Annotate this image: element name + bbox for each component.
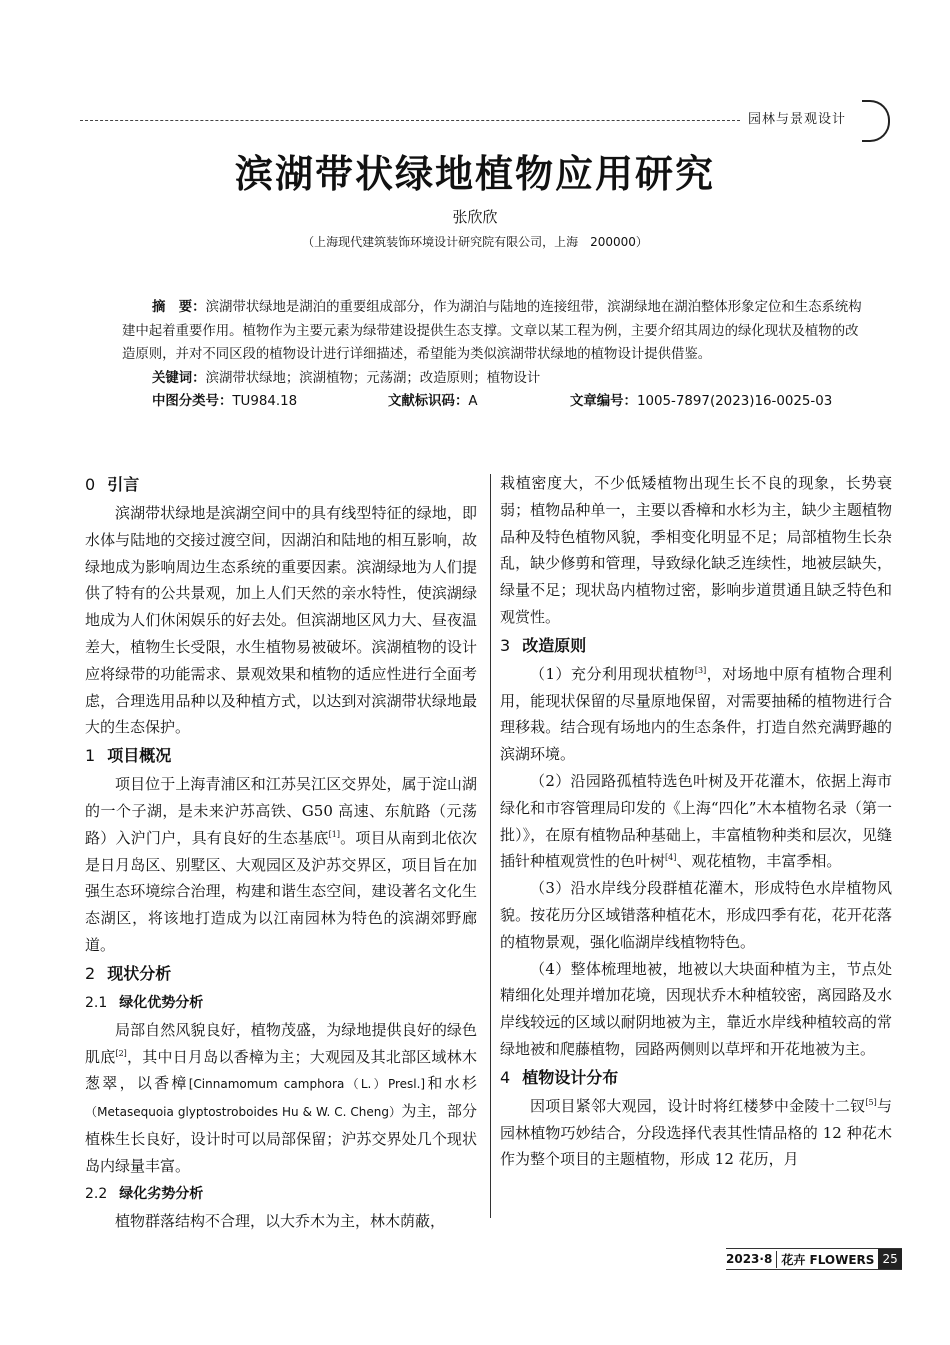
keywords-text: 滨湖带状绿地；滨湖植物；元荡湖；改造原则；植物设计 bbox=[205, 370, 541, 386]
citation: [3] bbox=[694, 665, 707, 675]
page-footer bbox=[726, 1248, 902, 1270]
citation: [1] bbox=[328, 829, 340, 839]
author: 张欣欣 bbox=[452, 208, 498, 226]
section-heading-3: 3 改造原则 bbox=[500, 635, 587, 655]
abstract-label: 摘 要： bbox=[152, 300, 206, 315]
keywords bbox=[122, 367, 862, 391]
subsection-heading-2-2: 2.2 绿化劣势分析 bbox=[85, 1185, 204, 1202]
section-heading-4: 4 植物设计分布 bbox=[500, 1067, 619, 1087]
left-column bbox=[85, 470, 477, 1234]
section-label: 园林与景观设计 bbox=[748, 112, 847, 127]
subsection-heading-2-1: 2.1 绿化优势分析 bbox=[85, 994, 204, 1011]
keywords-label: 关键词： bbox=[152, 370, 206, 386]
article-number: 文章编号：1005-7897(2023)16-0025-03 bbox=[570, 394, 833, 409]
paragraph: 因项目紧邻大观园，设计时将红楼梦中金陵十二钗[5]与园林植物巧妙结合，分段选择代表其性情品格的 12 种花木作为整个项目的主题植物，形成 12 花历，月 bbox=[500, 1096, 892, 1169]
abstract-block bbox=[122, 296, 862, 414]
column-divider bbox=[490, 474, 491, 1218]
section-heading-2: 2 现状分析 bbox=[85, 963, 172, 983]
paragraph: （3）沿水岸线分段群植花灌木，形成特色水岸植物风貌。按花历分区域错落种植花木，形成四季有花，花开花落的植物景观，强化临湖岸线植物特色。 bbox=[500, 879, 892, 951]
page-number: 25 bbox=[878, 1249, 901, 1269]
citation: [4] bbox=[665, 853, 677, 863]
abstract bbox=[122, 296, 862, 367]
paragraph: 局部自然风貌良好，植物茂盛，为绿地提供良好的绿色肌底[2]，其中日月岛以香樟为主；大观园及其北部区域林木葱翠，以香樟[Cinnamomum camphora（L.）Presl.]和水杉（Metasequoia glyptostroboides Hu & W. C. Cheng）为主，部分植株生长良好，设计时可以局部保留；沪苏交界处几个现状岛内绿量丰富。 bbox=[85, 1020, 477, 1175]
paragraph: 滨湖带状绿地是滨湖空间中的具有线型特征的绿地，即水体与陆地的交接过渡空间，因湖泊和陆地的相互影响，故绿地成为影响周边生态系统的重要因素。滨湖绿地为人们提供了特有的公共景观，加上人们天然的亲水特性，使滨湖绿地成为人们休闲娱乐的好去处。但滨湖地区风力大、昼夜温差大，植物生长受限，水生植物易被破坏。滨湖植物的设计应将绿带的功能需求、景观效果和植物的适应性进行全面考虑，合理选用品种以及种植方式，以达到对滨湖带状绿地最大的生态保护。 bbox=[85, 504, 477, 737]
citation: [2] bbox=[115, 1048, 127, 1058]
paragraph: （4）整体梳理地被，地被以大块面种植为主，节点处精细化处理并增加花境，因现状乔木种植较密，离园路及水岸线较远的区域以耐阴地被为主，靠近水岸线种植较高的常绿地被和爬藤植物，园路两侧则以草坪和开花地被为主。 bbox=[500, 959, 892, 1058]
paper-title: 滨湖带状绿地植物应用研究 bbox=[234, 151, 715, 196]
paragraph: （1）充分利用现状植物[3]，对场地中原有植物合理利用，能现状保留的尽量原地保留，对需要抽稀的植物进行合理移栽。结合现有场地内的生态条件，打造自然充满野趣的滨湖环境。 bbox=[500, 664, 892, 764]
citation: [5] bbox=[865, 1097, 877, 1107]
magazine-name: 花卉 FLOWERS bbox=[776, 1251, 878, 1268]
affiliation: （上海现代建筑装饰环境设计研究院有限公司，上海 200000） bbox=[302, 235, 648, 249]
paragraph: （2）沿园路孤植特选色叶树及开花灌木，依据上海市绿化和市容管理局印发的《上海“四化”木本植物名录（第一批）》，在原有植物品种基础上，丰富植物种类和层次，见缝插针种植观赏性的色叶树[4]、观花植物，丰富季相。 bbox=[500, 771, 892, 871]
right-column bbox=[500, 470, 892, 1173]
classification-row bbox=[122, 390, 862, 414]
clc-number: 中图分类号：TU984.18 bbox=[152, 394, 298, 409]
latin-name: （Metasequoia glyptostroboides Hu & W. C. Cheng） bbox=[85, 1105, 402, 1120]
header-arc-decoration bbox=[862, 100, 890, 142]
section-heading-1: 1 项目概况 bbox=[85, 746, 172, 766]
document-code: 文献标识码：A bbox=[388, 394, 478, 409]
section-heading-0: 0 引言 bbox=[85, 475, 140, 494]
paragraph: 项目位于上海青浦区和江苏吴江区交界处，属于淀山湖的一个子湖，是未来沪苏高铁、G50 高速、东航路（元荡路）入沪门户，具有良好的生态基底[1]。项目从南到北依次是日月岛区、别墅区、大观园区及沪苏交界区，项目旨在加强生态环境综合治理，构建和谐生态空间，建设著名文化生态湖区，将该地打造成为以江南园林为特色的滨湖郊野廊道。 bbox=[85, 775, 477, 954]
header-rule bbox=[80, 120, 740, 121]
latin-name: [Cinnamomum camphora（L.）Presl.] bbox=[188, 1077, 426, 1092]
paragraph-continued: 栽植密度大，不少低矮植物出现生长不良的现象，长势衰弱；植物品种单一，主要以香樟和水杉为主，缺少主题植物品种及特色植物风貌，季相变化明显不足；局部植物生长杂乱，缺少修剪和管理，导致绿化缺乏连续性，地被层缺失，绿量不足；现状岛内植物过密，影响步道贯通且缺乏特色和观赏性。 bbox=[500, 474, 892, 626]
abstract-text: 滨湖带状绿地是湖泊的重要组成部分，作为湖泊与陆地的连接纽带，滨湖绿地在湖泊整体形象定位和生态系统构建中起着重要作用。植物作为主要元素为绿带建设提供生态支撑。文章以某工程为例，主要介绍其周边的绿化现状及植物的改造原则，并对不同区段的植物设计进行详细描述，希望能为类似滨湖带状绿地的植物设计提供借鉴。 bbox=[122, 300, 862, 362]
issue-date: 2023·8 bbox=[726, 1252, 773, 1266]
paragraph: 植物群落结构不合理，以大乔木为主，林木荫蔽， bbox=[115, 1211, 446, 1230]
